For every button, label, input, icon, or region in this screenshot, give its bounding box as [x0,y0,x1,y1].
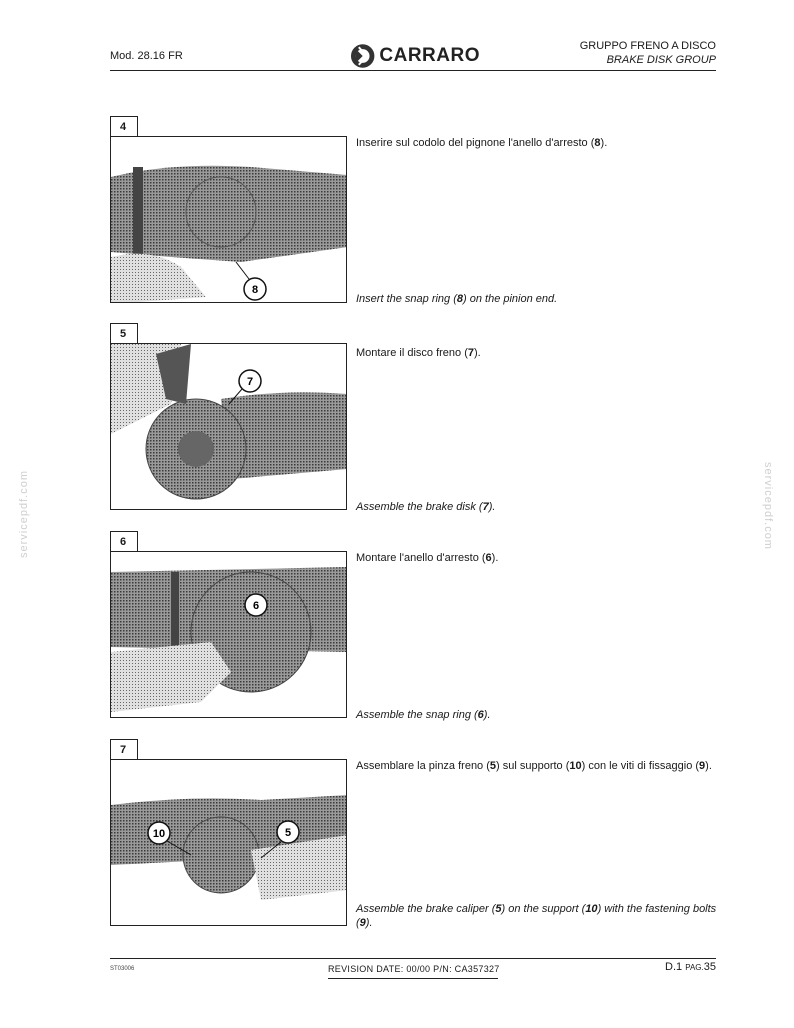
instruction-en: Assemble the snap ring (6). [356,709,491,721]
carraro-logo-icon [350,43,375,69]
step-photo [110,759,347,926]
page-prefix: PAG. [685,963,704,972]
section-title-en: BRAKE DISK GROUP [606,54,716,66]
instruction-it: Assemblare la pinza freno (5) sul supporto (10) con le viti di fissaggio (9). [356,760,712,772]
section-title-it: GRUPPO FRENO A DISCO [579,40,716,52]
model-number: Mod. 28.16 FR [110,50,183,62]
step-number: 7 [110,739,138,759]
header-rule [110,70,716,71]
step-number: 6 [110,531,138,551]
instruction-en: Insert the snap ring (8) on the pinion end. [356,293,558,305]
instruction-it: Inserire sul codolo del pignone l'anello d'arresto (8). [356,137,608,149]
instruction-it: Montare l'anello d'arresto (6). [356,552,499,564]
brand-logo [350,42,480,70]
step-number: 5 [110,323,138,343]
step-number: 4 [110,116,138,136]
callout-label: 7 [246,376,254,388]
brand-name: CARRARO [379,45,480,66]
step-photo [110,136,347,303]
watermark: servicepdf.com [762,462,774,550]
callout-label: 5 [284,827,292,839]
page-number: 35 [703,961,716,973]
callout-label: 10 [152,828,166,840]
revision-rule [328,978,498,979]
page-indicator [665,961,716,973]
instruction-it: Montare il disco freno (7). [356,347,481,359]
callout-label: 8 [251,284,259,296]
step-photo [110,551,347,718]
section-code: D.1 [665,961,683,973]
instruction-en: Assemble the brake disk (7). [356,501,496,513]
callout-label: 6 [252,600,260,612]
watermark: servicepdf.com [18,470,30,558]
step-photo [110,343,347,510]
revision-info: REVISION DATE: 00/00 P/N: CA357327 [328,964,500,974]
document-code: ST03006 [110,966,135,972]
instruction-en: Assemble the brake caliper (5) on the support (10) with the fastening bolts (9). [356,903,717,929]
footer-rule [110,958,716,959]
